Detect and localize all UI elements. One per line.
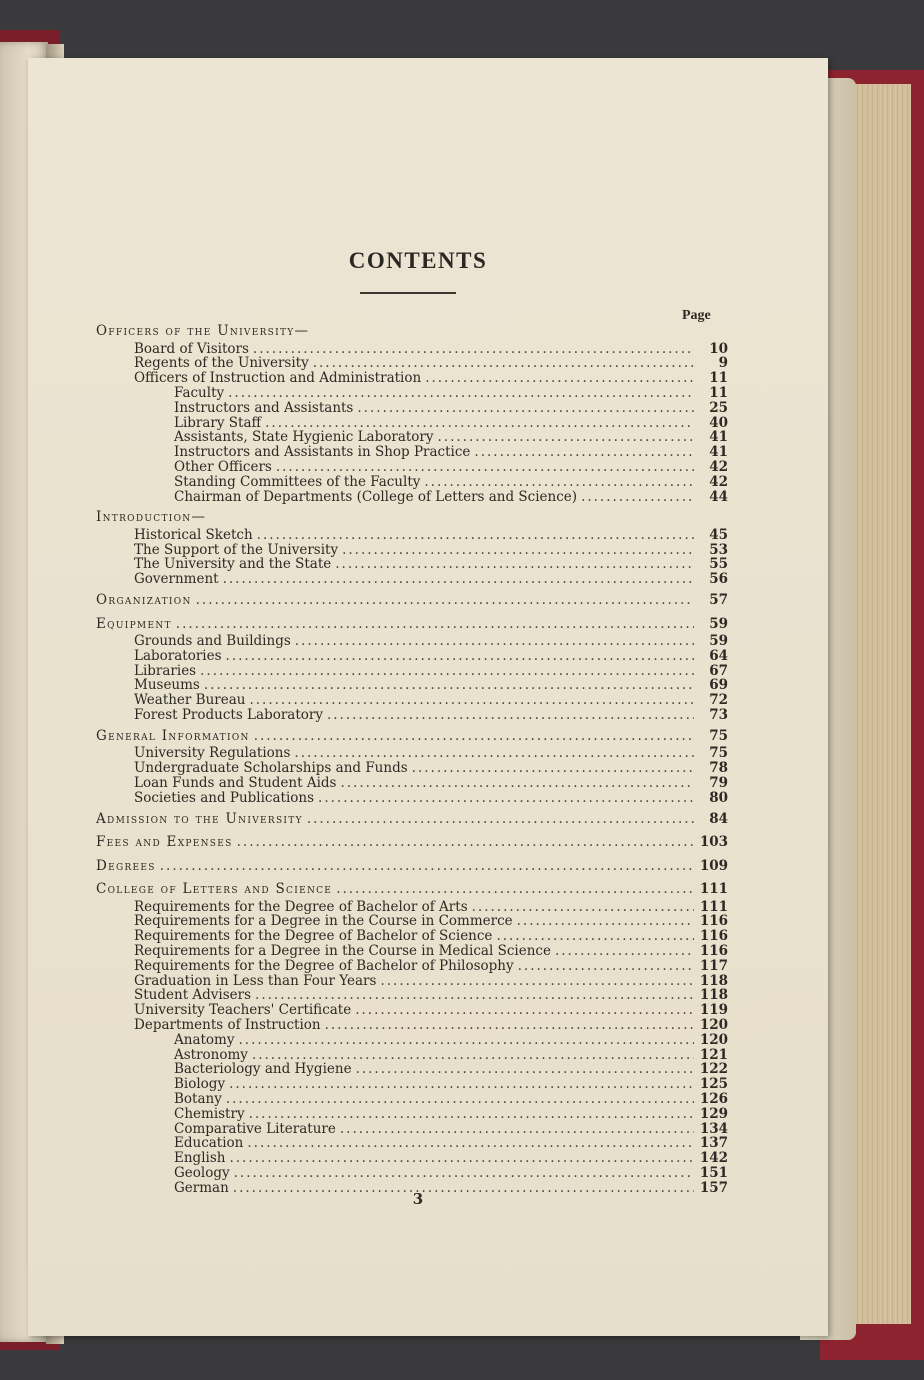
toc-entry-title: Graduation in Less than Four Years [134, 972, 377, 989]
toc-page-number: 118 [699, 972, 728, 989]
contents-page [28, 58, 828, 1336]
toc-entry-title: Education [174, 1135, 244, 1152]
toc-entry [134, 528, 728, 543]
toc-entry-title: Forest Products Laboratory [134, 707, 323, 723]
toc-page-number: 9 [718, 355, 728, 372]
toc-entry [134, 557, 728, 572]
toc-entry [134, 776, 728, 791]
dot-leader [229, 1151, 694, 1166]
toc-entry [134, 791, 728, 806]
toc-page-number: 119 [699, 1002, 728, 1019]
dot-leader [356, 1062, 694, 1077]
toc-entry-title: Faculty [174, 384, 225, 401]
toc-entry-title: Government [134, 571, 219, 588]
toc-entry [134, 761, 728, 776]
dot-leader [196, 593, 694, 608]
toc-page-number: 45 [709, 526, 728, 543]
toc-entry [174, 416, 728, 431]
dot-leader [412, 761, 694, 776]
toc-page-number: 53 [709, 541, 728, 558]
toc-page-number: 41 [709, 429, 728, 446]
toc-entry [134, 1003, 728, 1018]
toc-section-heading [96, 882, 728, 897]
toc-entry [134, 664, 728, 679]
dot-leader [472, 900, 694, 915]
toc-entry-title: Instructors and Assistants [174, 399, 354, 416]
toc-page-number: 80 [709, 789, 728, 806]
toc-entry [134, 678, 728, 693]
toc-page-number: 84 [709, 810, 728, 827]
toc-entry-title: English [174, 1150, 226, 1167]
toc-section-heading [96, 510, 728, 525]
toc-entry [134, 914, 728, 929]
toc-entry-title: Bacteriology and Hygiene [174, 1061, 352, 1078]
toc-entry [134, 342, 728, 357]
dot-leader [335, 557, 694, 572]
toc-entry-title: Organization [96, 592, 192, 608]
toc-entry [134, 634, 728, 649]
toc-entry-title: Geology [174, 1164, 230, 1181]
dot-leader [318, 791, 694, 806]
toc-entry-title: Chairman of Departments (College of Letters and Science) [174, 488, 578, 505]
toc-entry-title: Standing Committees of the Faculty [174, 473, 421, 490]
toc-page-number: 59 [709, 615, 728, 632]
toc-entry [134, 746, 728, 761]
toc-page-number: 56 [709, 571, 728, 588]
toc-entry [134, 959, 728, 974]
dot-leader [228, 386, 694, 401]
toc-entry [174, 475, 728, 490]
toc-section-heading [96, 617, 728, 632]
dot-leader [276, 460, 694, 475]
toc-entry [134, 543, 728, 558]
toc-section-heading [96, 593, 728, 608]
toc-entry-title: General Information [96, 727, 250, 744]
toc-page-number: 64 [709, 647, 728, 664]
dot-leader [249, 1107, 694, 1122]
toc-entry-title: Officers of the University— [96, 323, 310, 339]
toc-entry [134, 572, 728, 587]
toc-entry-title: Libraries [134, 662, 197, 679]
toc-entry [134, 988, 728, 1003]
toc-entry-title: Societies and Publications [134, 789, 315, 806]
toc-entry-title: University Teachers' Certificate [134, 1002, 352, 1019]
toc-entry-title: Grounds and Buildings [134, 633, 291, 649]
toc-page-number: 120 [699, 1016, 728, 1033]
toc-page-number: 75 [709, 727, 728, 744]
dot-leader [237, 835, 694, 850]
toc-page-number: 55 [709, 556, 728, 573]
toc-entry-title: Weather Bureau [134, 692, 246, 709]
toc-entry-title: Fees and Expenses [96, 834, 233, 850]
dot-leader [342, 543, 694, 558]
dot-leader [517, 914, 694, 929]
toc-page-number: 116 [699, 928, 728, 945]
toc-page-number: 78 [709, 760, 728, 777]
toc-entry-title: Requirements for the Degree of Bachelor of Science [134, 928, 493, 945]
toc-entry-title: Departments of Instruction [134, 1016, 321, 1033]
toc-entry [174, 1151, 728, 1166]
toc-entry-title: Historical Sketch [134, 526, 253, 543]
dot-leader [355, 1003, 694, 1018]
toc-page-number: 126 [699, 1090, 728, 1107]
toc-page-number: 121 [699, 1046, 728, 1063]
toc-page-number: 57 [709, 592, 728, 608]
toc-section-heading [96, 729, 728, 744]
toc-page-number: 42 [709, 458, 728, 475]
toc-page-number: 116 [699, 942, 728, 959]
toc-entry [174, 1092, 728, 1107]
toc-entry [134, 900, 728, 915]
toc-entry-title: Instructors and Assistants in Shop Practice [174, 444, 471, 461]
dot-leader [255, 988, 694, 1003]
toc-entry-title: Undergraduate Scholarships and Funds [134, 760, 408, 777]
toc-entry [174, 401, 728, 416]
toc-entry [174, 1033, 728, 1048]
toc-page-number: 11 [709, 370, 728, 387]
toc-page-number: 117 [699, 957, 728, 974]
toc-entry [174, 490, 728, 505]
toc-entry [134, 1018, 728, 1033]
toc-page-number: 116 [699, 913, 728, 930]
toc-page-number: 157 [699, 1179, 728, 1196]
toc-page-number: 109 [699, 857, 728, 874]
toc-page-number: 137 [699, 1135, 728, 1152]
dot-leader [238, 1033, 694, 1048]
toc-page-number: 118 [699, 987, 728, 1004]
toc-entry-title: Botany [174, 1090, 222, 1107]
dot-leader [438, 430, 694, 445]
toc-entry-title: Student Advisers [134, 987, 252, 1004]
toc-entry-title: Laboratories [134, 647, 222, 664]
toc-entry [174, 445, 728, 460]
toc-entry-title: Regents of the University [134, 355, 309, 372]
dot-leader [295, 634, 694, 649]
toc-section-heading [96, 812, 728, 827]
toc-entry [134, 929, 728, 944]
toc-entry [174, 1062, 728, 1077]
toc-entry-title: Comparative Literature [174, 1120, 336, 1137]
toc-page-number: 10 [709, 340, 728, 357]
dot-leader [340, 1122, 694, 1137]
dot-leader [257, 528, 694, 543]
dot-leader [325, 1018, 694, 1033]
dot-leader [176, 617, 694, 632]
page-number: 3 [412, 1190, 424, 1208]
toc-entry-title: The University and the State [134, 556, 332, 573]
toc-page-number: 103 [699, 834, 728, 850]
toc-entry [134, 371, 728, 386]
dot-leader [294, 746, 694, 761]
toc-entry [174, 1077, 728, 1092]
toc-page-number: 129 [699, 1105, 728, 1122]
toc-page-number: 111 [699, 881, 728, 897]
toc-page-number: 111 [699, 898, 728, 915]
toc-entry [134, 693, 728, 708]
dot-leader [226, 649, 694, 664]
dot-leader [336, 882, 694, 897]
dot-leader [496, 929, 694, 944]
toc-entry-title: Biology [174, 1076, 226, 1093]
toc-section-heading [96, 835, 728, 850]
toc-entry [174, 1136, 728, 1151]
toc-entry-title: Museums [134, 677, 200, 694]
toc-entry-title: Admission to the University [96, 810, 303, 827]
dot-leader [518, 959, 694, 974]
toc-page-number: 41 [709, 444, 728, 461]
toc-page-number: 125 [699, 1076, 728, 1093]
dot-leader [200, 664, 694, 679]
toc-entry-title: Loan Funds and Student Aids [134, 774, 337, 791]
toc-page-number: 59 [709, 633, 728, 649]
toc-entry-title: Requirements for a Degree in the Course in Medical Science [134, 942, 551, 959]
dot-leader [581, 490, 694, 505]
page-title: CONTENTS [348, 248, 488, 273]
dot-leader [254, 729, 694, 744]
toc-entry-title: University Regulations [134, 745, 291, 762]
toc-entry [134, 974, 728, 989]
dot-leader [474, 445, 694, 460]
dot-leader [253, 342, 694, 357]
toc-entry-title: Anatomy [174, 1031, 235, 1048]
toc-section-heading [96, 859, 728, 874]
dot-leader [247, 1136, 694, 1151]
dot-leader [424, 475, 694, 490]
dot-leader [226, 1092, 694, 1107]
toc-entry [174, 1122, 728, 1137]
toc-entry-title: Officers of Instruction and Administration [134, 370, 422, 387]
toc-entry-title: Astronomy [174, 1046, 248, 1063]
toc-page-number: 151 [699, 1164, 728, 1181]
dot-leader [234, 1166, 694, 1181]
toc-entry [174, 1166, 728, 1181]
toc-entry [134, 708, 728, 723]
toc-entry [134, 944, 728, 959]
dot-leader [555, 944, 694, 959]
toc-entry [134, 356, 728, 371]
dot-leader [229, 1077, 694, 1092]
table-of-contents [28, 58, 828, 1258]
dot-leader [307, 812, 694, 827]
toc-entry-title: Equipment [96, 615, 172, 632]
toc-entry [174, 1107, 728, 1122]
dot-leader [380, 974, 694, 989]
toc-page-number: 69 [709, 677, 728, 694]
toc-entry [174, 386, 728, 401]
dot-leader [252, 1048, 694, 1063]
toc-page-number: 44 [709, 488, 728, 505]
dot-leader [313, 356, 694, 371]
dot-leader [204, 678, 694, 693]
toc-page-number: 142 [699, 1150, 728, 1167]
toc-entry [174, 1048, 728, 1063]
toc-page-number: 120 [699, 1031, 728, 1048]
dot-leader [265, 416, 694, 431]
dot-leader [327, 708, 694, 723]
toc-entry-title: Chemistry [174, 1105, 245, 1122]
toc-page-number: 122 [699, 1061, 728, 1078]
dot-leader [340, 776, 694, 791]
toc-page-number: 72 [709, 692, 728, 709]
dot-leader [249, 693, 694, 708]
toc-entry-title: Introduction— [96, 509, 207, 526]
dot-leader [425, 371, 694, 386]
toc-entry [174, 460, 728, 475]
toc-entry-title: Board of Visitors [134, 340, 249, 357]
toc-page-number: 42 [709, 473, 728, 490]
toc-entry-title: Requirements for a Degree in the Course in Commerce [134, 913, 513, 930]
toc-page-number: 67 [709, 662, 728, 679]
toc-entry-title: The Support of the University [134, 541, 339, 558]
page-column-label: Page [682, 308, 711, 323]
toc-page-number: 73 [709, 707, 728, 723]
toc-section-heading [96, 324, 728, 339]
toc-page-number: 25 [709, 399, 728, 416]
toc-entry-title: German [174, 1179, 229, 1196]
page-block-edge [848, 84, 911, 1324]
toc-entry [134, 649, 728, 664]
dot-leader [223, 572, 694, 587]
toc-page-number: 134 [699, 1120, 728, 1137]
dot-leader [160, 859, 694, 874]
dot-leader [357, 401, 694, 416]
toc-entry-title: Requirements for the Degree of Bachelor of Arts [134, 898, 468, 915]
toc-entry-title: College of Letters and Science [96, 881, 333, 897]
toc-entry-title: Assistants, State Hygienic Laboratory [174, 429, 434, 446]
toc-entry-title: Requirements for the Degree of Bachelor of Philosophy [134, 957, 514, 974]
toc-entry-title: Other Officers [174, 458, 272, 475]
toc-page-number: 79 [709, 774, 728, 791]
toc-page-number: 75 [709, 745, 728, 762]
toc-page-number: 40 [709, 414, 728, 431]
toc-entry [174, 430, 728, 445]
toc-entry-title: Library Staff [174, 414, 262, 431]
toc-entry-title: Degrees [96, 857, 156, 874]
toc-page-number: 11 [709, 384, 728, 401]
